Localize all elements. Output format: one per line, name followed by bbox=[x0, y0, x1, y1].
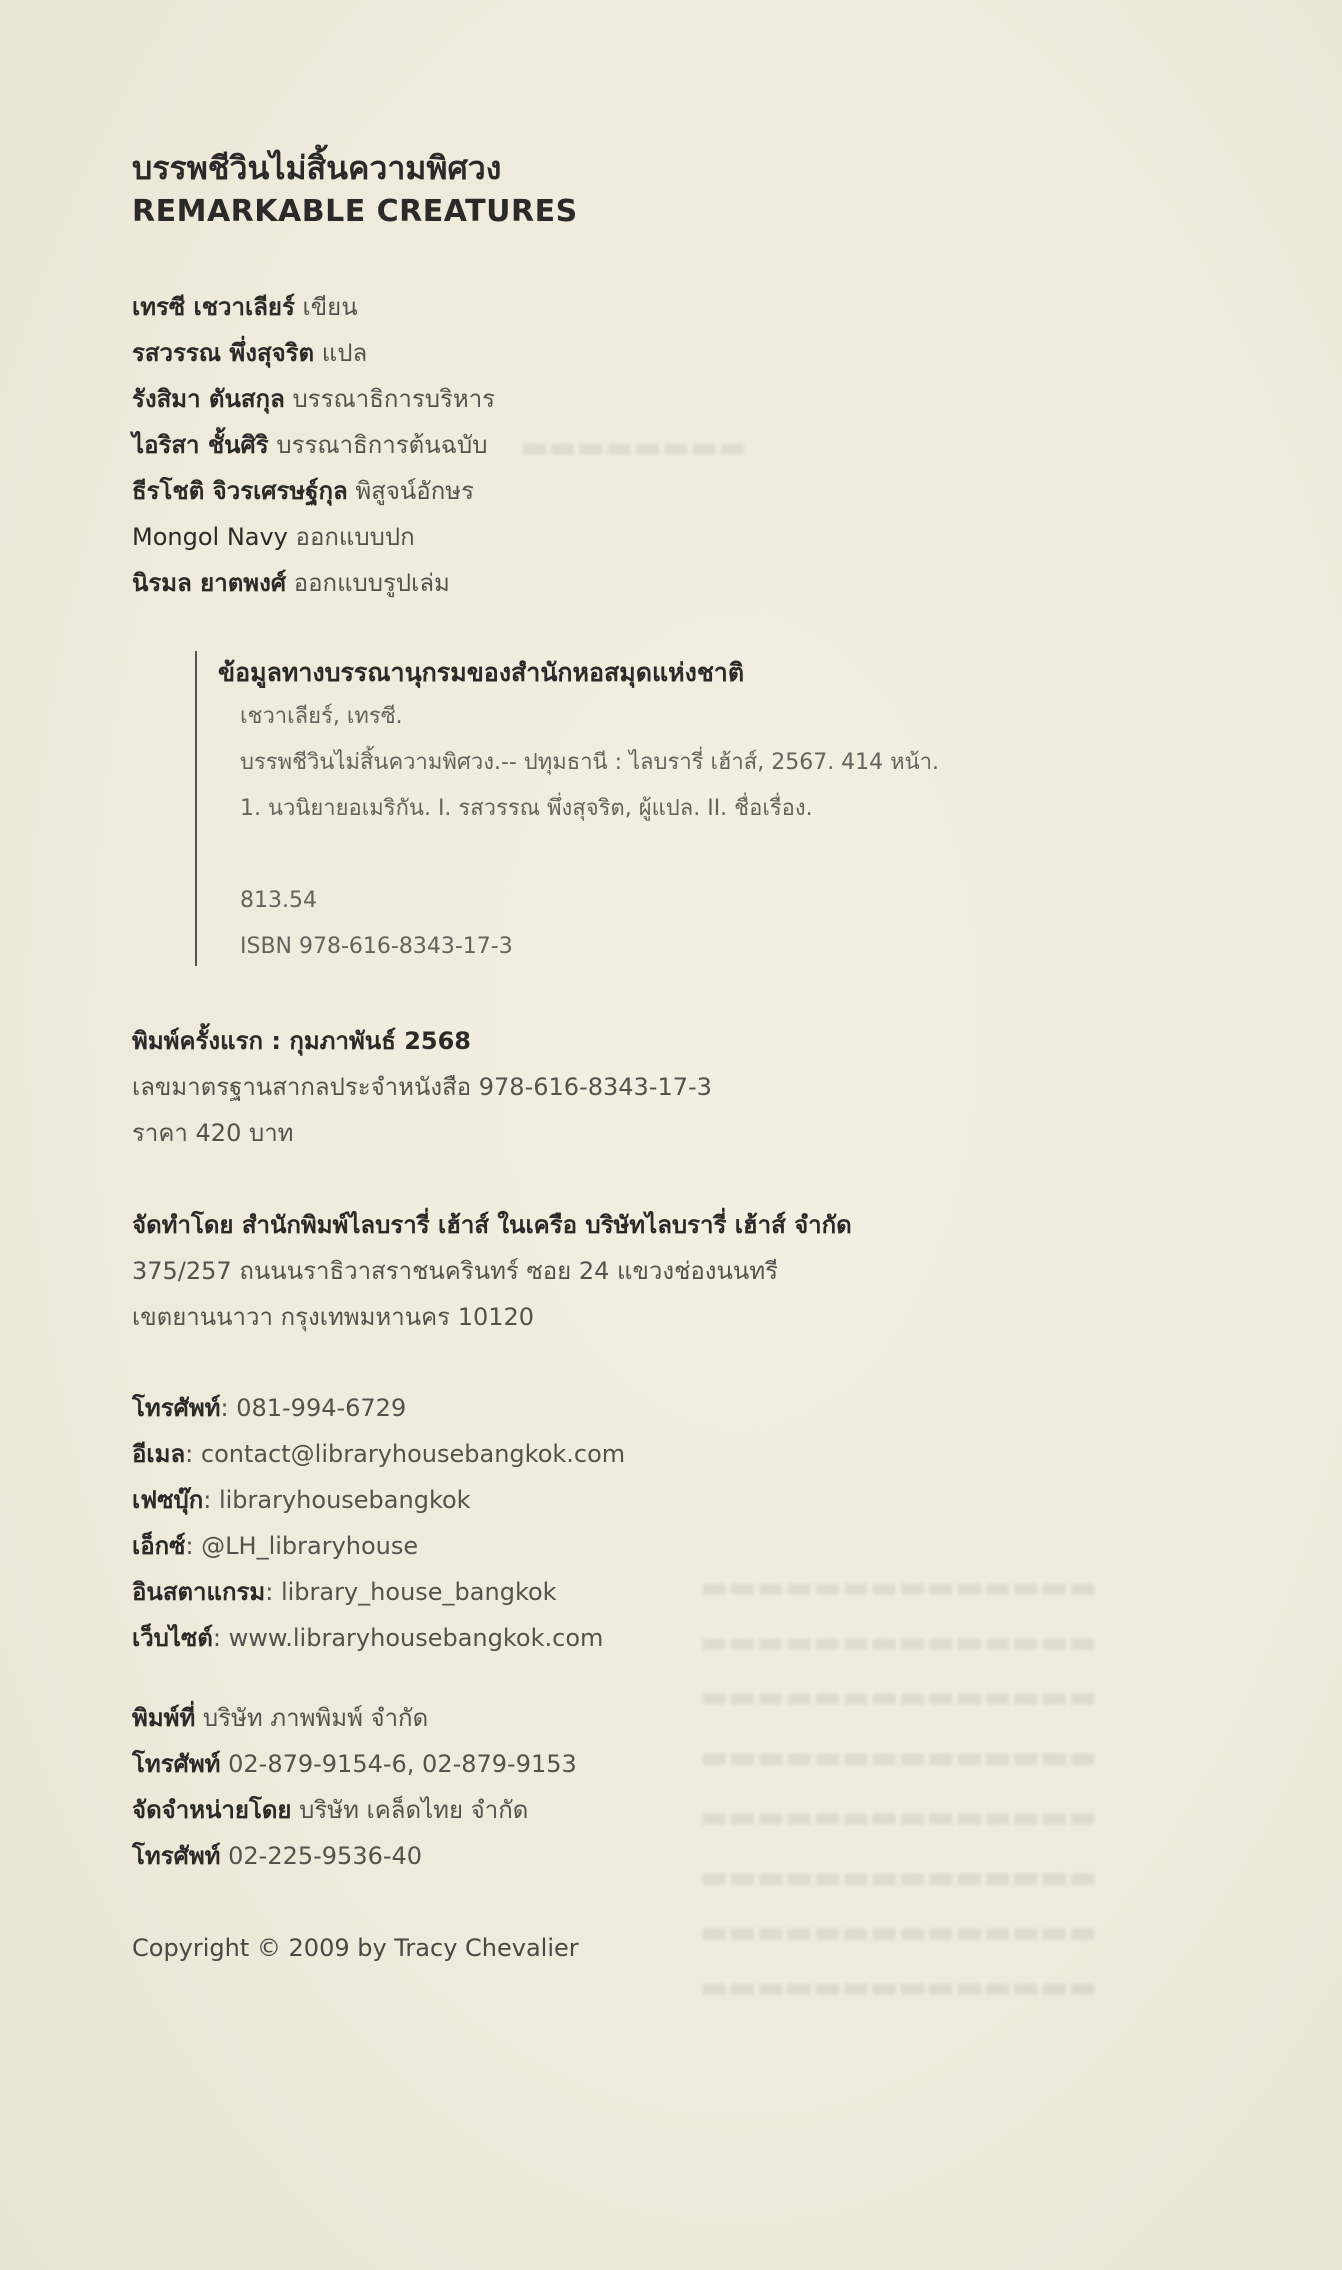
credit-name: เทรซี เชวาเลียร์ bbox=[132, 293, 295, 321]
show-through-text: ▬▬▬▬▬▬▬▬▬▬▬▬▬▬ bbox=[700, 1860, 1097, 1895]
print-row bbox=[132, 1741, 577, 1787]
contact-label: อีเมล bbox=[132, 1440, 186, 1468]
show-through-text: ▬▬▬▬▬▬▬▬▬▬▬▬▬▬ bbox=[700, 1625, 1097, 1660]
contacts-block bbox=[132, 1385, 625, 1661]
cip-divider-line bbox=[195, 651, 197, 966]
printing-block bbox=[132, 1695, 577, 1879]
contact-value: : @LH_libraryhouse bbox=[185, 1532, 419, 1560]
show-through-text: ▬▬▬▬▬▬▬▬▬▬▬▬▬▬ bbox=[700, 1740, 1097, 1775]
contact-value: : contact@libraryhousebangkok.com bbox=[185, 1440, 626, 1468]
show-through-text: ▬▬▬▬▬▬▬▬▬▬▬▬▬▬ bbox=[700, 1570, 1097, 1605]
credit-name: ธีรโชติ จิวรเศรษฐ์กุล bbox=[132, 477, 348, 505]
credit-name: Mongol Navy bbox=[132, 523, 288, 551]
contact-row bbox=[132, 1477, 625, 1523]
credit-role: ออกแบบรูปเล่ม bbox=[293, 569, 450, 597]
show-through-text: ▬▬▬▬▬▬▬▬▬▬▬▬▬▬ bbox=[700, 1915, 1097, 1950]
title-block bbox=[132, 144, 578, 232]
print-label: โทรศัพท์ bbox=[132, 1750, 221, 1778]
copyright-block bbox=[132, 1925, 579, 1971]
credit-line bbox=[132, 330, 495, 376]
contact-row bbox=[132, 1385, 625, 1431]
credit-role: บรรณาธิการต้นฉบับ bbox=[276, 431, 488, 459]
cip-line: บรรพชีวินไม่สิ้นความพิศวง.-- ปทุมธานี : ไลบรารี่ เฮ้าส์, 2567. 414 หน้า. bbox=[240, 750, 940, 775]
print-row bbox=[132, 1695, 577, 1741]
contact-label: เฟซบุ๊ก bbox=[132, 1486, 204, 1514]
contact-row bbox=[132, 1431, 625, 1477]
cip-block bbox=[218, 652, 939, 970]
cip-line: เชวาเลียร์, เทรซี. bbox=[240, 704, 403, 729]
edition-text: พิมพ์ครั้งแรก : กุมภาพันธ์ 2568 bbox=[132, 1027, 471, 1055]
edition-block bbox=[132, 1018, 712, 1156]
contact-label: เอ็กซ์ bbox=[132, 1532, 186, 1560]
credit-role: พิสูจน์อักษร bbox=[355, 477, 474, 505]
show-through-text: ▬▬▬▬▬▬▬▬▬▬▬▬▬▬ bbox=[700, 1970, 1097, 2005]
edition-label bbox=[132, 1018, 712, 1064]
contact-label: เว็บไซต์ bbox=[132, 1624, 213, 1652]
credit-name: นิรมล ยาตพงศ์ bbox=[132, 569, 287, 597]
publisher-address: 375/257 ถนนนราธิวาสราชนครินทร์ ซอย 24 แขวงช่องนนทรี bbox=[132, 1257, 779, 1285]
credit-line bbox=[132, 560, 495, 606]
contact-row bbox=[132, 1615, 625, 1661]
print-value: บริษัท ภาพพิมพ์ จำกัด bbox=[195, 1704, 429, 1732]
show-through-text: ▬▬▬▬▬▬▬▬▬▬▬▬▬▬ bbox=[700, 1800, 1097, 1835]
cip-classification: 813.54 bbox=[240, 888, 317, 913]
print-value: บริษัท เคล็ดไทย จำกัด bbox=[291, 1796, 529, 1824]
show-through-text: ▬▬▬▬▬▬▬▬ bbox=[520, 430, 747, 465]
credit-role: บรรณาธิการบริหาร bbox=[292, 385, 496, 413]
book-title-thai: บรรพชีวินไม่สิ้นความพิศวง bbox=[132, 149, 502, 187]
book-title-english: REMARKABLE CREATURES bbox=[132, 194, 578, 229]
contact-value: : www.libraryhousebangkok.com bbox=[212, 1624, 604, 1652]
print-value: 02-225-9536-40 bbox=[220, 1842, 423, 1870]
publisher-heading bbox=[132, 1202, 852, 1248]
print-label: จัดจำหน่ายโดย bbox=[132, 1796, 292, 1824]
contact-row bbox=[132, 1569, 625, 1615]
credit-line bbox=[132, 468, 495, 514]
publisher-address: เขตยานนาวา กรุงเทพมหานคร 10120 bbox=[132, 1303, 535, 1331]
print-row bbox=[132, 1833, 577, 1879]
copyright-notice: Copyright © 2009 by Tracy Chevalier bbox=[132, 1934, 579, 1962]
show-through-text: ▬▬▬▬▬▬▬▬▬▬▬▬▬▬ bbox=[700, 1680, 1097, 1715]
publisher-heading-text: จัดทำโดย สำนักพิมพ์ไลบรารี่ เฮ้าส์ ในเครือ บริษัทไลบรารี่ เฮ้าส์ จำกัด bbox=[132, 1211, 852, 1239]
print-label: พิมพ์ที่ bbox=[132, 1704, 196, 1732]
credit-line bbox=[132, 422, 495, 468]
cip-line: 1. นวนิยายอเมริกัน. I. รสวรรณ พึ่งสุจริต, ผู้แปล. II. ชื่อเรื่อง. bbox=[240, 796, 813, 821]
contact-value: : 081-994-6729 bbox=[220, 1394, 407, 1422]
publisher-block bbox=[132, 1202, 852, 1340]
credit-name: ไอริสา ชั้นศิริ bbox=[132, 431, 269, 459]
credit-role: เขียน bbox=[302, 293, 358, 321]
credit-role: แปล bbox=[321, 339, 368, 367]
credit-line bbox=[132, 376, 495, 422]
credits-list bbox=[132, 284, 495, 606]
contact-value: : library_house_bangkok bbox=[265, 1578, 557, 1606]
print-value: 02-879-9154-6, 02-879-9153 bbox=[220, 1750, 577, 1778]
cip-heading: ข้อมูลทางบรรณานุกรมของสำนักหอสมุดแห่งชาติ bbox=[218, 658, 745, 687]
credit-role: ออกแบบปก bbox=[295, 523, 415, 551]
cip-isbn: ISBN 978-616-8343-17-3 bbox=[240, 934, 513, 959]
contact-row bbox=[132, 1523, 625, 1569]
print-row bbox=[132, 1787, 577, 1833]
credit-name: รสวรรณ พึ่งสุจริต bbox=[132, 339, 315, 367]
price-line: ราคา 420 บาท bbox=[132, 1119, 294, 1147]
contact-label: อินสตาแกรม bbox=[132, 1578, 266, 1606]
credit-name: รังสิมา ตันสกุล bbox=[132, 385, 285, 413]
credit-line bbox=[132, 284, 495, 330]
contact-label: โทรศัพท์ bbox=[132, 1394, 221, 1422]
print-label: โทรศัพท์ bbox=[132, 1842, 221, 1870]
contact-value: : libraryhousebangkok bbox=[203, 1486, 471, 1514]
isbn-line: เลขมาตรฐานสากลประจำหนังสือ 978-616-8343-17-3 bbox=[132, 1073, 712, 1101]
credit-line bbox=[132, 514, 495, 560]
